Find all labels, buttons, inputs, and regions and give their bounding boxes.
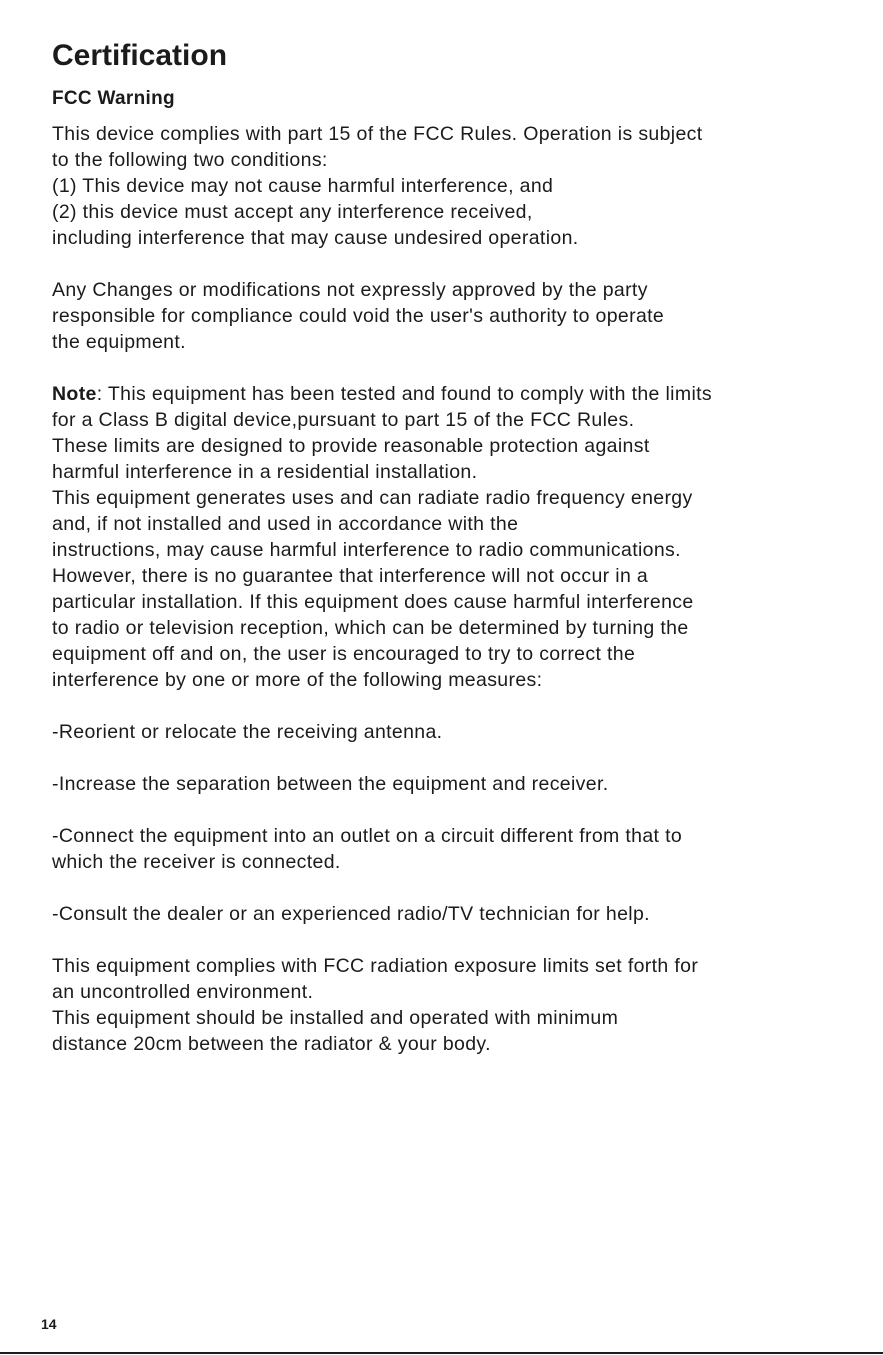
page-number: 14 [41, 1316, 57, 1332]
text-line: the equipment. [52, 331, 186, 353]
bottom-rule [0, 1352, 883, 1354]
measure-increase-separation: -Increase the separation between the equipment and receiver. [52, 773, 609, 795]
measure-connect-outlet: -Connect the equipment into an outlet on a circuit different from that to [52, 825, 683, 847]
text-line: These limits are designed to provide reasonable protection against [52, 435, 650, 457]
text-line: This device complies with part 15 of the FCC Rules. Operation is subject [52, 123, 703, 145]
text-line: responsible for compliance could void the user's authority to operate [52, 305, 665, 327]
changes-paragraph [52, 277, 872, 355]
measure-reorient: -Reorient or relocate the receiving antenna. [52, 721, 443, 743]
note-paragraph [52, 381, 872, 693]
note-first-line [52, 381, 872, 407]
text-line: This equipment should be installed and operated with minimum [52, 1007, 619, 1029]
page-title: Certification [52, 39, 228, 72]
text-line: distance 20cm between the radiator & your body. [52, 1033, 491, 1055]
note-first-line-text: : This equipment has been tested and found to comply with the limits [96, 383, 713, 405]
text-line: to the following two conditions: [52, 149, 328, 171]
text-line: instructions, may cause harmful interference to radio communications. [52, 539, 681, 561]
text-line: (2) this device must accept any interference received, [52, 201, 533, 223]
text-line: including interference that may cause undesired operation. [52, 227, 579, 249]
measure-connect-outlet-cont: which the receiver is connected. [52, 851, 341, 873]
text-line: to radio or television reception, which can be determined by turning the [52, 617, 689, 639]
measure-consult-dealer: -Consult the dealer or an experienced radio/TV technician for help. [52, 903, 650, 925]
text-line: This equipment generates uses and can radiate radio frequency energy [52, 487, 693, 509]
certification-body [52, 121, 872, 1057]
text-line: an uncontrolled environment. [52, 981, 314, 1003]
text-line: This equipment complies with FCC radiation exposure limits set forth for [52, 955, 699, 977]
text-line: particular installation. If this equipment does cause harmful interference [52, 591, 694, 613]
exposure-paragraph [52, 953, 872, 1057]
text-line: However, there is no guarantee that interference will not occur in a [52, 565, 649, 587]
text-line: and, if not installed and used in accordance with the [52, 513, 519, 535]
text-line: (1) This device may not cause harmful interference, and [52, 175, 554, 197]
conditions-paragraph [52, 121, 872, 251]
text-line: Any Changes or modifications not expressly approved by the party [52, 279, 648, 301]
text-line: for a Class B digital device,pursuant to part 15 of the FCC Rules. [52, 409, 635, 431]
text-line: equipment off and on, the user is encouraged to try to correct the [52, 643, 636, 665]
section-title-fcc-warning: FCC Warning [52, 88, 175, 109]
note-label: Note [52, 383, 97, 405]
text-line: interference by one or more of the following measures: [52, 669, 543, 691]
text-line: harmful interference in a residential installation. [52, 461, 478, 483]
